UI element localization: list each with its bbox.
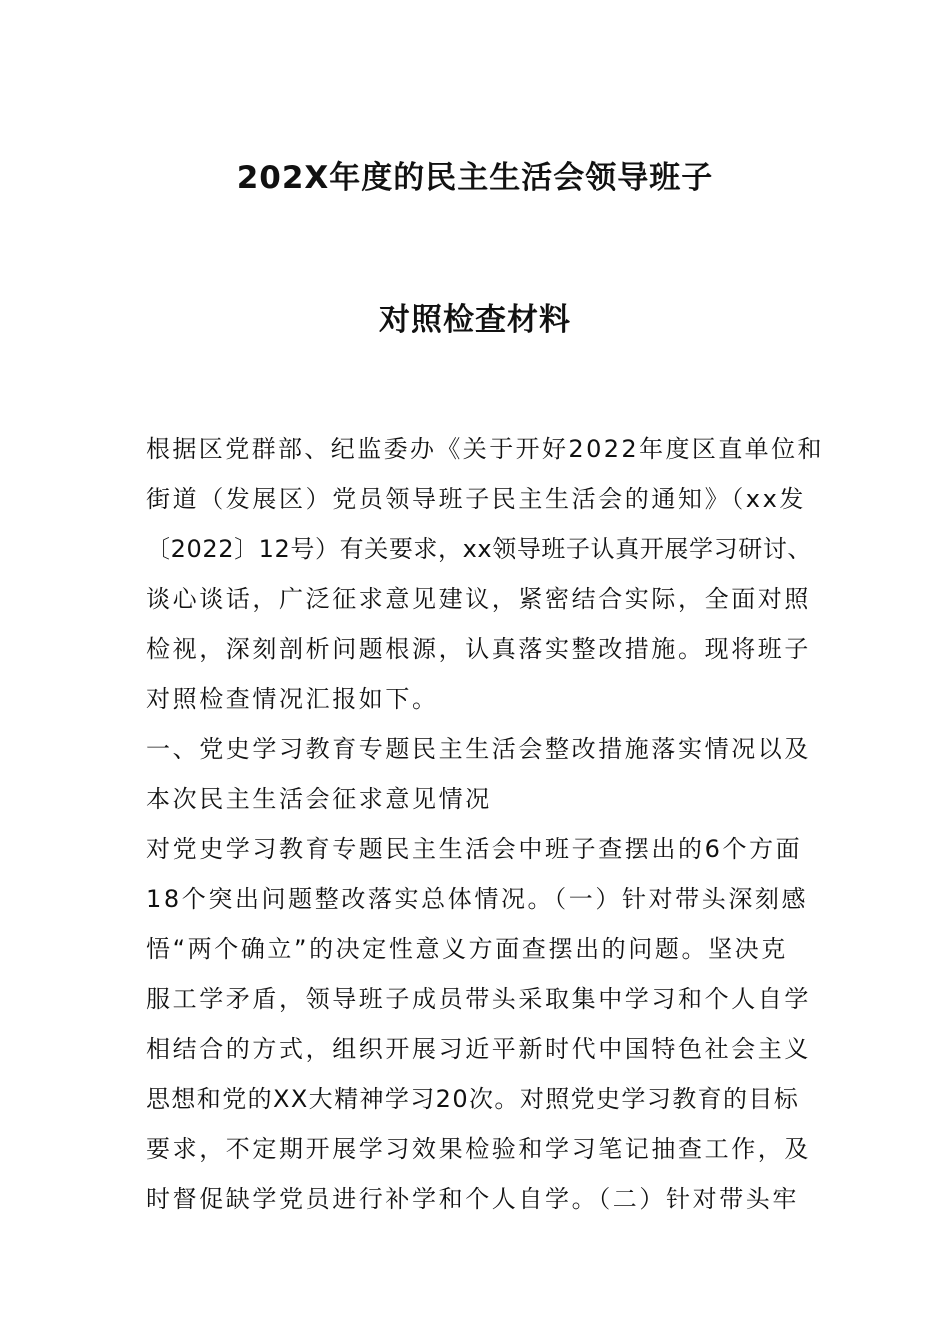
body-line: 对照检查情况汇报如下。	[146, 685, 439, 713]
body-line: 思想和党的XX大精神学习20次。对照党史学习教育的目标	[146, 1085, 800, 1113]
document-body	[146, 424, 826, 1224]
document-title-line-1: 202X年度的民主生活会领导班子	[236, 160, 714, 196]
body-line: 相结合的方式，组织开展习近平新时代中国特色社会主义	[146, 1035, 811, 1063]
section-heading: 一、党史学习教育专题民主生活会整改措施落实情况以及	[146, 735, 811, 763]
body-line: 根据区党群部、纪监委办《关于开好2022年度区直单位和	[146, 435, 824, 463]
document-title-line-2: 对照检查材料	[379, 302, 571, 338]
body-line: 悟“两个确立”的决定性意义方面查摆出的问题。坚决克	[146, 935, 788, 963]
section-heading: 本次民主生活会征求意见情况	[146, 785, 492, 813]
body-line: 对党史学习教育专题民主生活会中班子查摆出的6个方面	[146, 835, 803, 863]
body-line: 谈心谈话，广泛征求意见建议，紧密结合实际，全面对照	[146, 585, 811, 613]
body-line: 时督促缺学党员进行补学和个人自学。（二）针对带头牢	[146, 1185, 799, 1213]
body-line: 街道（发展区）党员领导班子民主生活会的通知》（xx发	[146, 485, 807, 513]
body-line: 检视，深刻剖析问题根源，认真落实整改措施。现将班子	[146, 635, 811, 663]
body-line: 服工学矛盾，领导班子成员带头采取集中学习和个人自学	[146, 985, 811, 1013]
body-line: 要求，不定期开展学习效果检验和学习笔记抽查工作，及	[146, 1135, 811, 1163]
body-line: 18个突出问题整改落实总体情况。（一）针对带头深刻感	[146, 885, 809, 913]
body-line: 〔2022〕12号）有关要求，xx领导班子认真开展学习研讨、	[146, 535, 813, 563]
